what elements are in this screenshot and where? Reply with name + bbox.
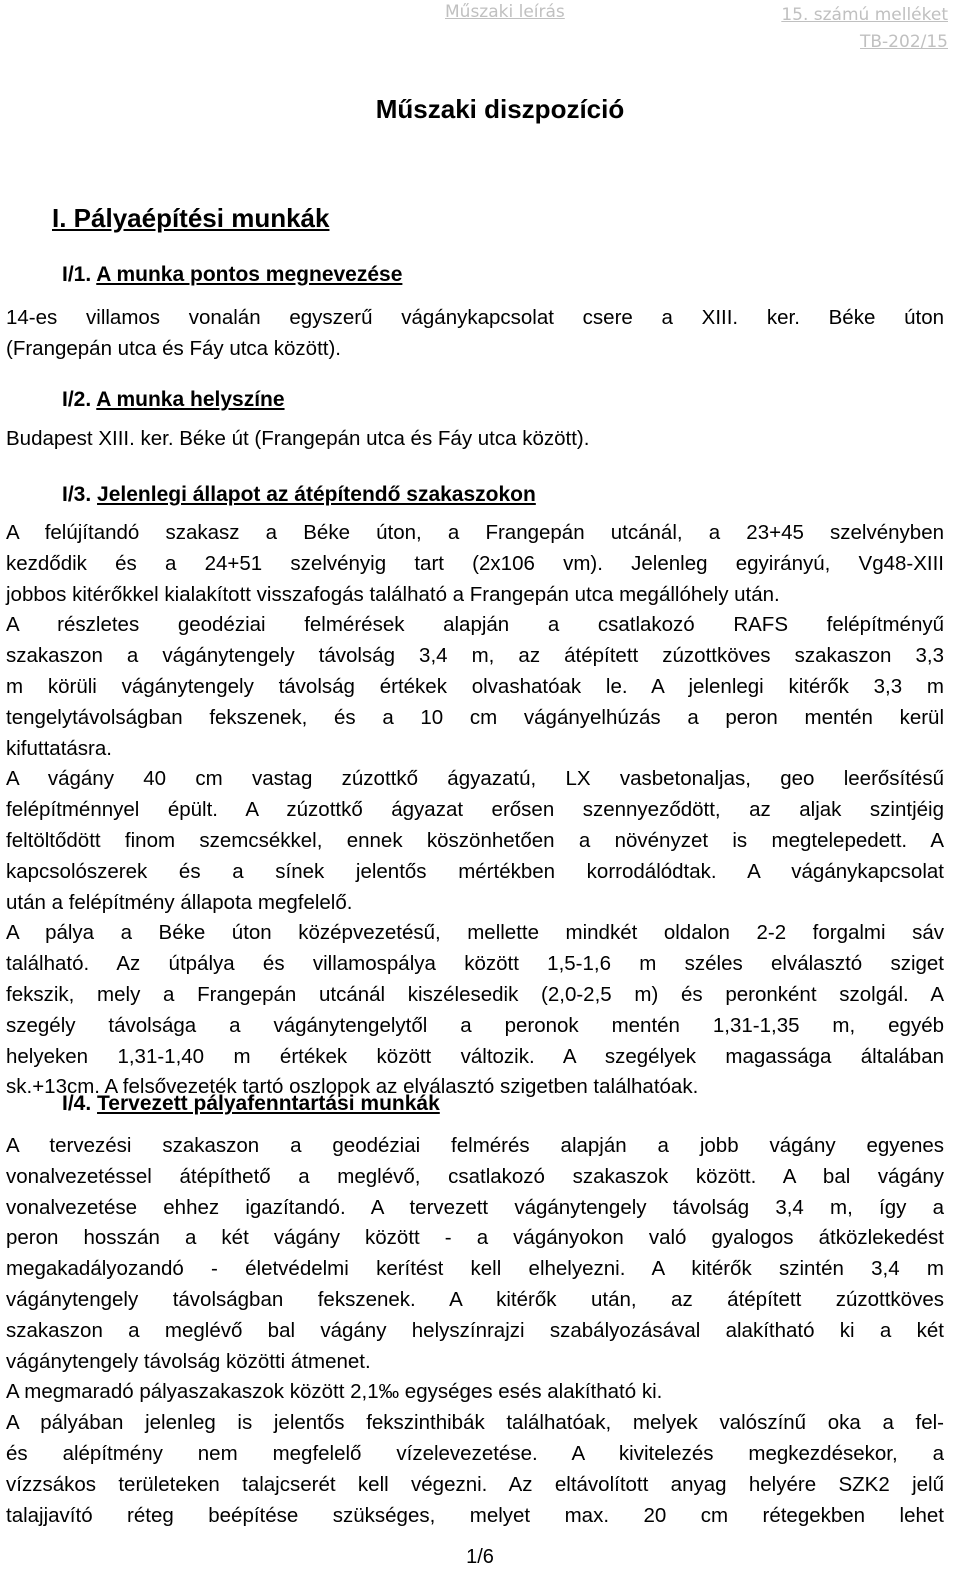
text-line: jobbos kitérőkkel kialakított visszafogás található a Frangepán utca megállóhely után. <box>6 582 780 606</box>
text-line: kapcsolószerek és a sínek jelentős mértékben korrodálódtak. A vágánykapcsolat <box>6 859 944 883</box>
text-line: kezdődik és a 24+51 szelvényig tart (2x106 vm). Jelenleg egyirányú, Vg48-XIII <box>6 551 944 575</box>
subsection-heading-4: I/4. Tervezett pályafenntartási munkák <box>62 1092 440 1115</box>
text-line: peron hosszán a két vágány között - a vágányokon való gyalogos átközlekedést <box>6 1226 944 1250</box>
text-line: helyeken 1,31-1,40 m értékek között változik. A szegélyek magassága általában <box>6 1044 944 1068</box>
subsection-heading-3: I/3. Jelenlegi állapot az átépítendő szakaszokon <box>62 483 536 506</box>
text-line: vonalvezetéssel átépíthető a meglévő, csatlakozó szakaszok között. A bal vágány <box>6 1164 944 1188</box>
text-line: szakaszon a meglévő bal vágány helyszínrajzi szabályozásával alakítható ki a két <box>6 1318 944 1342</box>
text-line: A pálya a Béke úton középvezetésű, mellette mindkét oldalon 2-2 forgalmi sáv <box>6 921 944 945</box>
text-line: (Frangepán utca és Fáy utca között). <box>6 336 341 360</box>
page-number: 1/6 <box>466 1546 494 1568</box>
text-line: A vágány 40 cm vastag zúzottkő ágyazatú, LX vasbetonaljas, geo leerősítésű <box>6 767 944 791</box>
text-line: szakaszon a vágánytengely távolság 3,4 m, az átépített zúzottköves szakaszon 3,3 <box>6 644 944 668</box>
text-line: feltöltődött finom szemcsékkel, ennek köszönhetően a növényzet is megtelepedett. A <box>6 828 944 852</box>
text-line: vonalvezetése ehhez igazítandó. A tervezett vágánytengely távolság 3,4 m, így a <box>6 1195 944 1219</box>
text-line: A pályában jelenleg is jelentős fekszinthibák találhatóak, melyek valószínű oka a fel- <box>6 1411 944 1435</box>
text-line: kifuttatásra. <box>6 736 112 760</box>
text-line: és alépítmény nem megfelelő vízelevezetése. A kivitelezés megkezdésekor, a <box>6 1441 944 1465</box>
section-heading: I. Pályaépítési munkák <box>52 203 330 233</box>
text-line: A tervezési szakaszon a geodéziai felmérés alapján a jobb vágány egyenes <box>6 1134 944 1157</box>
text-line: A részletes geodéziai felmérések alapján a csatlakozó RAFS felépítményű <box>6 613 944 637</box>
text-line: tengelytávolságban fekszenek, és a 10 cm vágányelhúzás a peron mentén kerül <box>6 705 944 729</box>
paragraph-work-location <box>6 424 944 455</box>
text-line: után a felépítmény állapota megfelelő. <box>6 890 353 914</box>
text-line: Budapest XIII. ker. Béke út (Frangepán utca és Fáy utca között). <box>6 427 590 450</box>
text-line: vágánytengely távolság közötti átmenet. <box>6 1349 371 1373</box>
text-line: vágánytengely távolságban fekszenek. A kitérők után, az átépített zúzottköves <box>6 1287 944 1311</box>
paragraph-work-name <box>6 303 944 365</box>
text-line: m körüli vágánytengely távolság értékek olvashatóak le. A jelenlegi kitérők 3,3 m <box>6 674 944 698</box>
paragraph-current-state <box>6 518 944 1103</box>
paragraph-planned-works <box>6 1131 944 1531</box>
header-right: 15. számú melléket TB-202/15 <box>781 5 948 52</box>
text-line: felépítménnyel épült. A zúzottkő ágyazat erősen szennyeződött, az aljak szintjéig <box>6 798 944 822</box>
text-line: A megmaradó pályaszakaszok között 2,1‰ egységes esés alakítható ki. <box>6 1380 663 1404</box>
text-line: található. Az útpálya és villamospálya között 1,5-1,6 m széles elválasztó sziget <box>6 952 944 976</box>
page-title: Műszaki diszpozíció <box>375 94 625 124</box>
text-line: 14-es villamos vonalán egyszerű vágánykapcsolat csere a XIII. ker. Béke úton <box>6 306 944 329</box>
subsection-heading-2: I/2. A munka helyszíne <box>62 388 285 411</box>
text-line: vízzsákos területeken talajcserét kell végezni. Az eltávolított anyag helyére SZK2 jelű <box>6 1472 944 1496</box>
header-left: Műszaki leírás <box>445 2 565 22</box>
subsection-heading-1: I/1. A munka pontos megnevezése <box>62 263 403 286</box>
text-line: megakadályozandó - életvédelmi kerítést kell elhelyezni. A kitérők szintén 3,4 m <box>6 1257 944 1281</box>
text-line: szegély távolsága a vágánytengelytől a peronok mentén 1,31-1,35 m, egyéb <box>6 1013 944 1037</box>
text-line: fekszik, mely a Frangepán utcánál kiszélesedik (2,0-2,5 m) és peronként szolgál. A <box>6 982 944 1006</box>
text-line: sk.+13cm. A felsővezeték tartó oszlopok az elválasztó szigetben találhatóak. <box>6 1075 699 1099</box>
text-line: A felújítandó szakasz a Béke úton, a Frangepán utcánál, a 23+45 szelvényben <box>6 521 944 544</box>
text-line: talajjavító réteg beépítése szükséges, melyet max. 20 cm rétegekben lehet <box>6 1503 944 1527</box>
